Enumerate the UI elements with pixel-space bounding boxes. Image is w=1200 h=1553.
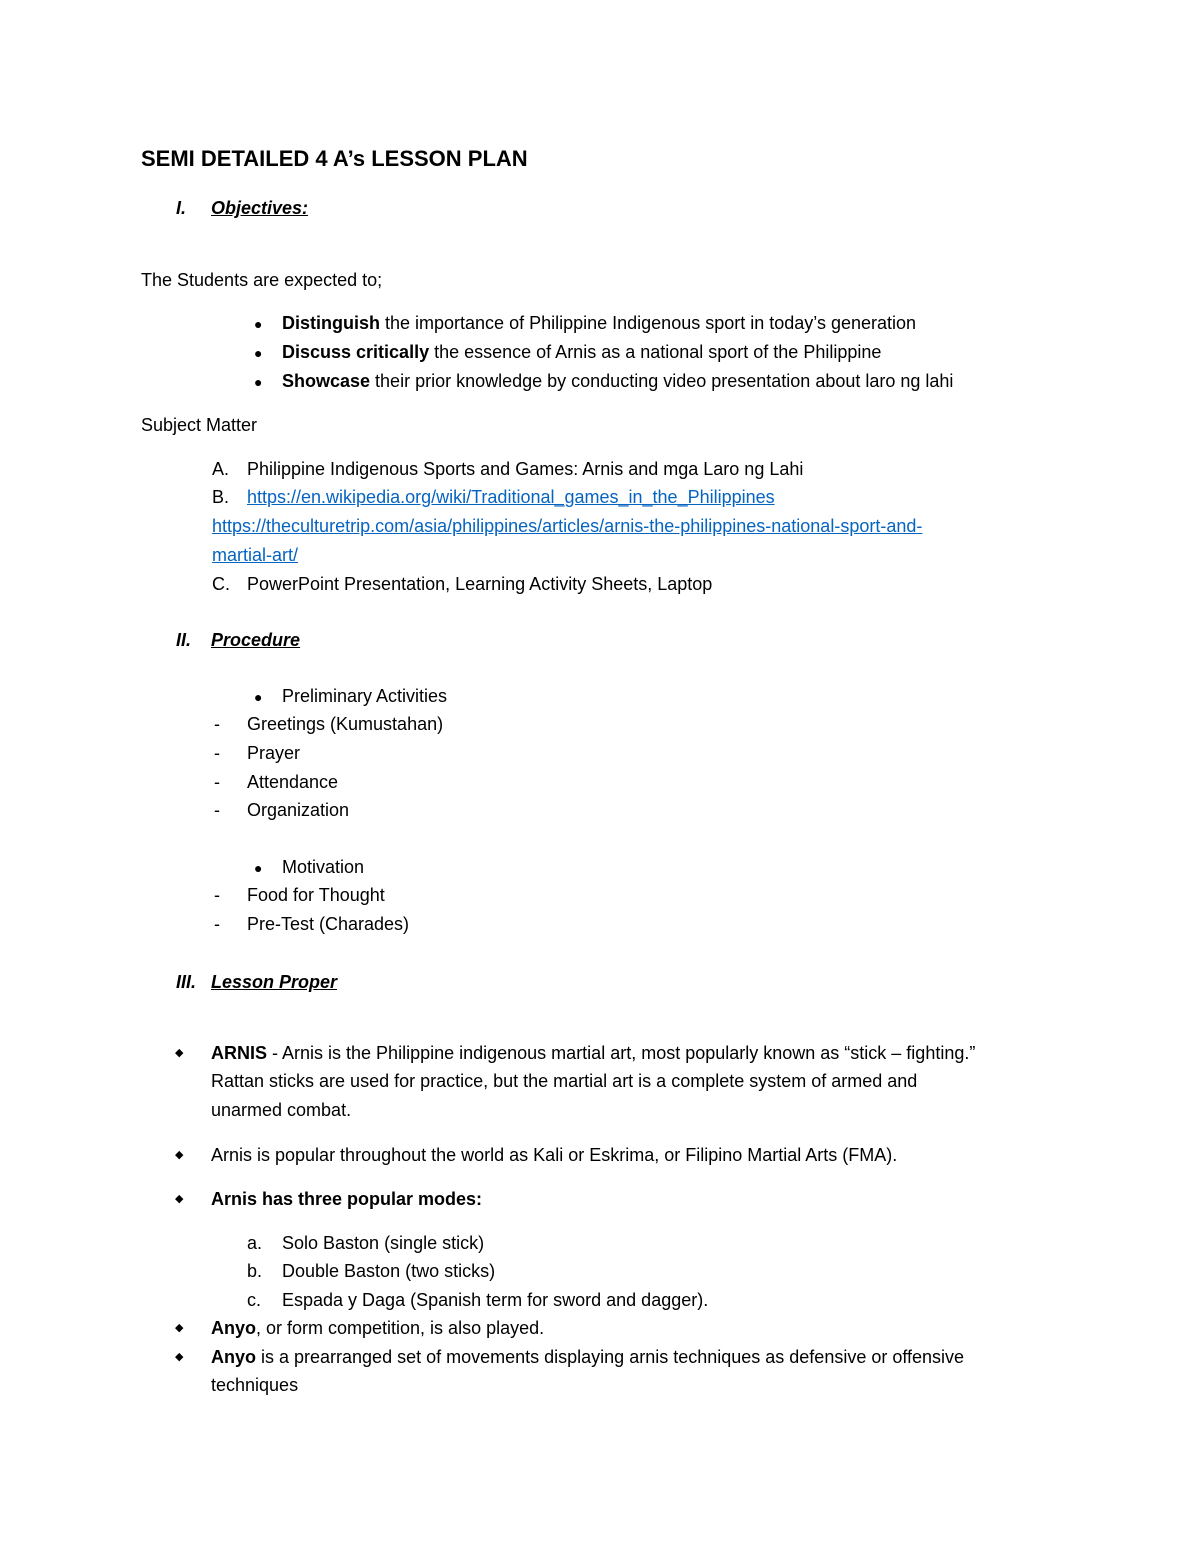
wikipedia-link[interactable]: https://en.wikipedia.org/wiki/Traditional_games_in_the_Philippines bbox=[247, 487, 775, 507]
bullet-diamond-icon: ◆ bbox=[175, 1193, 184, 1205]
lesson-paragraph-line: Rattan sticks are used for practice, but the martial art is a complete system of armed and bbox=[211, 1071, 918, 1091]
procedure-item: Organization bbox=[247, 800, 350, 820]
objective-item: Discuss critically the essence of Arnis as a national sport of the Philippine bbox=[282, 342, 882, 362]
bullet-dot-icon: ● bbox=[254, 374, 263, 390]
bullet-dot-icon: ● bbox=[254, 860, 263, 876]
list-marker: b. bbox=[247, 1261, 263, 1281]
objectives-intro: The Students are expected to; bbox=[141, 270, 383, 290]
culturetrip-link-continued[interactable]: martial-art/ bbox=[212, 545, 299, 565]
list-marker: B. bbox=[212, 487, 230, 507]
lesson-paragraph: Arnis has three popular modes: bbox=[211, 1189, 483, 1209]
dash-icon: - bbox=[214, 885, 220, 905]
procedure-group-title: Motivation bbox=[282, 857, 365, 877]
list-marker: a. bbox=[247, 1233, 263, 1253]
mode-item: Espada y Daga (Spanish term for sword and dagger). bbox=[282, 1290, 709, 1310]
procedure-item: Greetings (Kumustahan) bbox=[247, 714, 444, 734]
subject-item: PowerPoint Presentation, Learning Activity Sheets, Laptop bbox=[247, 574, 713, 594]
culturetrip-link[interactable]: https://theculturetrip.com/asia/philippines/articles/arnis-the-philippines-national-sport-and- bbox=[212, 516, 923, 536]
lesson-paragraph: Anyo is a prearranged set of movements displaying arnis techniques as defensive or offensive bbox=[211, 1347, 965, 1367]
dash-icon: - bbox=[214, 714, 220, 734]
procedure-item: Attendance bbox=[247, 772, 339, 792]
bullet-dot-icon: ● bbox=[254, 689, 263, 705]
section-2-numeral: II. bbox=[176, 630, 192, 650]
subject-matter-heading: Subject Matter bbox=[141, 415, 258, 435]
section-2-heading: Procedure bbox=[211, 630, 301, 650]
lesson-paragraph-line: unarmed combat. bbox=[211, 1100, 352, 1120]
dash-icon: - bbox=[214, 914, 220, 934]
bullet-diamond-icon: ◆ bbox=[175, 1322, 184, 1334]
section-1-heading: Objectives: bbox=[211, 198, 309, 218]
procedure-item: Prayer bbox=[247, 743, 301, 763]
dash-icon: - bbox=[214, 772, 220, 792]
list-marker: A. bbox=[212, 459, 230, 479]
procedure-item: Pre-Test (Charades) bbox=[247, 914, 410, 934]
list-marker: c. bbox=[247, 1290, 262, 1310]
section-3-numeral: III. bbox=[176, 972, 197, 992]
bullet-diamond-icon: ◆ bbox=[175, 1047, 184, 1059]
objective-item: Distinguish the importance of Philippine Indigenous sport in today’s generation bbox=[282, 313, 917, 333]
lesson-paragraph-line: techniques bbox=[211, 1375, 299, 1395]
mode-item: Double Baston (two sticks) bbox=[282, 1261, 496, 1281]
lesson-paragraph: ARNIS - Arnis is the Philippine indigenous martial art, most popularly known as “stick – fighting.” bbox=[211, 1043, 976, 1063]
bullet-dot-icon: ● bbox=[254, 316, 263, 332]
procedure-item: Food for Thought bbox=[247, 885, 385, 905]
subject-item: Philippine Indigenous Sports and Games: Arnis and mga Laro ng Lahi bbox=[247, 459, 804, 479]
section-3-heading: Lesson Proper bbox=[211, 972, 338, 992]
dash-icon: - bbox=[214, 743, 220, 763]
lesson-paragraph: Arnis is popular throughout the world as Kali or Eskrima, or Filipino Martial Arts (FMA). bbox=[211, 1145, 898, 1165]
list-marker: C. bbox=[212, 574, 230, 594]
dash-icon: - bbox=[214, 800, 220, 820]
bullet-diamond-icon: ◆ bbox=[175, 1149, 184, 1161]
page-title: SEMI DETAILED 4 A’s LESSON PLAN bbox=[141, 146, 528, 171]
bullet-dot-icon: ● bbox=[254, 345, 263, 361]
mode-item: Solo Baston (single stick) bbox=[282, 1233, 485, 1253]
section-1-numeral: I. bbox=[176, 198, 187, 218]
objective-item: Showcase their prior knowledge by conducting video presentation about laro ng lahi bbox=[282, 371, 954, 391]
procedure-group-title: Preliminary Activities bbox=[282, 686, 448, 706]
lesson-paragraph: Anyo, or form competition, is also played. bbox=[211, 1318, 545, 1338]
bullet-diamond-icon: ◆ bbox=[175, 1351, 184, 1363]
